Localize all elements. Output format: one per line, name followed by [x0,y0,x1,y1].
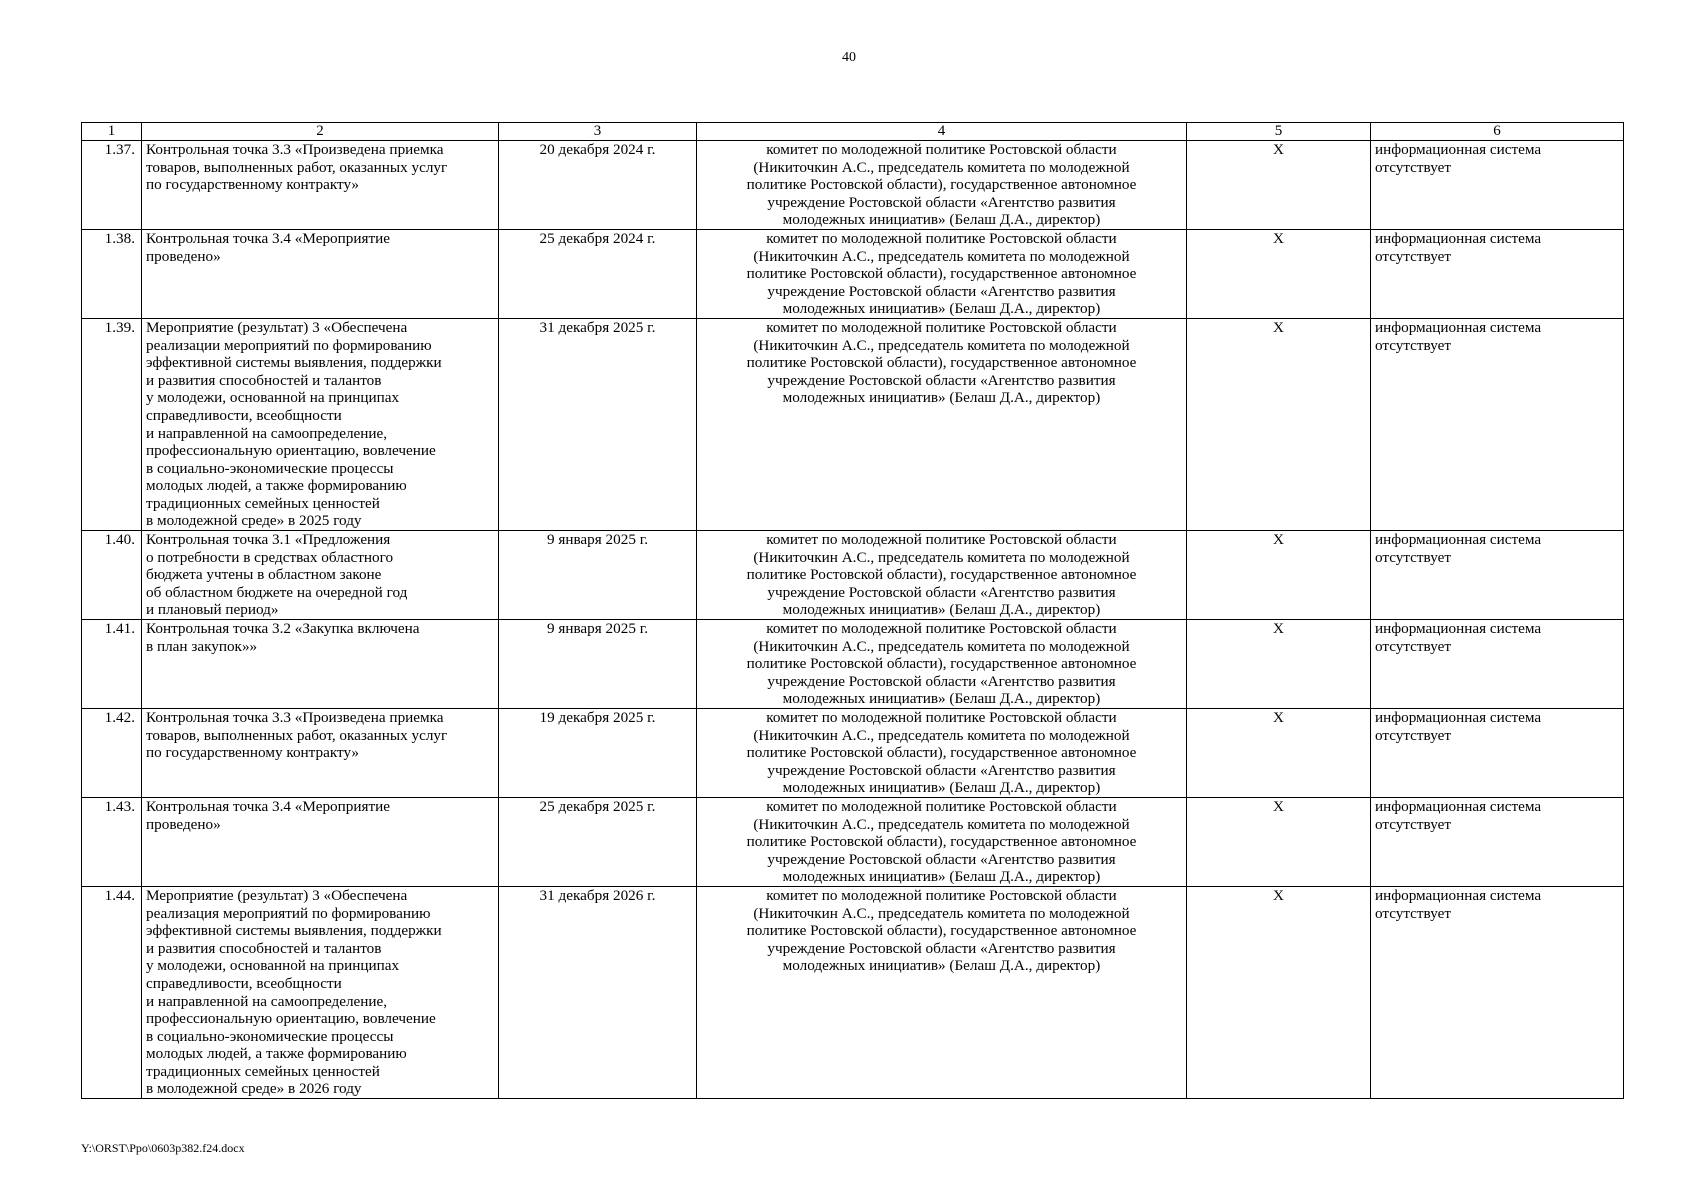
deadline-cell: 20 декабря 2024 г. [499,141,697,230]
page-number: 40 [842,50,856,65]
info-system-cell: информационная система отсутствует [1371,531,1624,620]
header-cell: 2 [142,123,499,141]
header-cell: 4 [697,123,1187,141]
responsible-cell: комитет по молодежной политике Ростовской области (Никиточкин А.С., председатель комитета по молодежной политике Ростовской области), государственное автономное учреждение Ростовской области «Агентство развития молодежных инициатив» (Белаш Д.А., директор) [697,318,1187,530]
event-name-cell: Контрольная точка 3.4 «Мероприятие проведено» [142,229,499,318]
deadline-cell: 9 января 2025 г. [499,531,697,620]
responsible-cell: комитет по молодежной политике Ростовской области (Никиточкин А.С., председатель комитета по молодежной политике Ростовской области), государственное автономное учреждение Ростовской области «Агентство развития молодежных инициатив» (Белаш Д.А., директор) [697,709,1187,798]
responsible-cell: комитет по молодежной политике Ростовской области (Никиточкин А.С., председатель комитета по молодежной политике Ростовской области), государственное автономное учреждение Ростовской области «Агентство развития молодежных инициатив» (Белаш Д.А., директор) [697,620,1187,709]
info-system-cell: информационная система отсутствует [1371,886,1624,1098]
table-row [82,141,1624,230]
deadline-cell: 25 декабря 2024 г. [499,229,697,318]
responsible-cell: комитет по молодежной политике Ростовской области (Никиточкин А.С., председатель комитета по молодежной политике Ростовской области), государственное автономное учреждение Ростовской области «Агентство развития молодежных инициатив» (Белаш Д.А., директор) [697,229,1187,318]
event-name-cell: Контрольная точка 3.2 «Закупка включена в план закупок»» [142,620,499,709]
table-row [82,620,1624,709]
responsible-cell: комитет по молодежной политике Ростовской области (Никиточкин А.С., председатель комитета по молодежной политике Ростовской области), государственное автономное учреждение Ростовской области «Агентство развития молодежных инициатив» (Белаш Д.А., директор) [697,531,1187,620]
event-name-cell: Контрольная точка 3.3 «Произведена приемка товаров, выполненных работ, оказанных услуг по государственному контракту» [142,141,499,230]
deadline-cell: 19 декабря 2025 г. [499,709,697,798]
row-number-cell: 1.42. [82,709,142,798]
mark-cell: X [1187,229,1371,318]
deadline-cell: 25 декабря 2025 г. [499,797,697,886]
footer-file-path: Y:\ORST\Ppo\0603p382.f24.docx [81,1141,245,1155]
events-table [81,122,1624,1099]
table-row [82,709,1624,798]
event-name-cell: Мероприятие (результат) 3 «Обеспечена реализация мероприятий по формированию эффективной системы выявления, поддержки и развития способностей и талантов у молодежи, основанной на принципах справедливости, всеобщности и направленной на самоопределение, профессиональную ориентацию, вовлечение в социально-экономические процессы молодых людей, а также формированию традиционных семейных ценностей в молодежной среде» в 2026 году [142,886,499,1098]
info-system-cell: информационная система отсутствует [1371,709,1624,798]
table-row [82,531,1624,620]
header-cell: 5 [1187,123,1371,141]
responsible-cell: комитет по молодежной политике Ростовской области (Никиточкин А.С., председатель комитета по молодежной политике Ростовской области), государственное автономное учреждение Ростовской области «Агентство развития молодежных инициатив» (Белаш Д.А., директор) [697,886,1187,1098]
deadline-cell: 31 декабря 2025 г. [499,318,697,530]
mark-cell: X [1187,620,1371,709]
mark-cell: X [1187,531,1371,620]
deadline-cell: 31 декабря 2026 г. [499,886,697,1098]
row-number-cell: 1.41. [82,620,142,709]
event-name-cell: Контрольная точка 3.4 «Мероприятие проведено» [142,797,499,886]
event-name-cell: Контрольная точка 3.1 «Предложения о потребности в средствах областного бюджета учтены в областном законе об областном бюджете на очередной год и плановый период» [142,531,499,620]
table-row [82,886,1624,1098]
info-system-cell: информационная система отсутствует [1371,620,1624,709]
mark-cell: X [1187,318,1371,530]
row-number-cell: 1.39. [82,318,142,530]
mark-cell: X [1187,709,1371,798]
info-system-cell: информационная система отсутствует [1371,229,1624,318]
deadline-cell: 9 января 2025 г. [499,620,697,709]
responsible-cell: комитет по молодежной политике Ростовской области (Никиточкин А.С., председатель комитета по молодежной политике Ростовской области), государственное автономное учреждение Ростовской области «Агентство развития молодежных инициатив» (Белаш Д.А., директор) [697,141,1187,230]
header-cell: 3 [499,123,697,141]
info-system-cell: информационная система отсутствует [1371,141,1624,230]
row-number-cell: 1.40. [82,531,142,620]
row-number-cell: 1.38. [82,229,142,318]
event-name-cell: Мероприятие (результат) 3 «Обеспечена реализации мероприятий по формированию эффективной системы выявления, поддержки и развития способностей и талантов у молодежи, основанной на принципах справедливости, всеобщности и направленной на самоопределение, профессиональную ориентацию, вовлечение в социально-экономические процессы молодых людей, а также формированию традиционных семейных ценностей в молодежной среде» в 2025 году [142,318,499,530]
header-cell: 6 [1371,123,1624,141]
table-row [82,229,1624,318]
table-row [82,797,1624,886]
row-number-cell: 1.44. [82,886,142,1098]
row-number-cell: 1.37. [82,141,142,230]
header-cell: 1 [82,123,142,141]
info-system-cell: информационная система отсутствует [1371,797,1624,886]
mark-cell: X [1187,886,1371,1098]
event-name-cell: Контрольная точка 3.3 «Произведена приемка товаров, выполненных работ, оказанных услуг по государственному контракту» [142,709,499,798]
table-header-row [82,123,1624,141]
table-row [82,318,1624,530]
row-number-cell: 1.43. [82,797,142,886]
mark-cell: X [1187,797,1371,886]
mark-cell: X [1187,141,1371,230]
responsible-cell: комитет по молодежной политике Ростовской области (Никиточкин А.С., председатель комитета по молодежной политике Ростовской области), государственное автономное учреждение Ростовской области «Агентство развития молодежных инициатив» (Белаш Д.А., директор) [697,797,1187,886]
info-system-cell: информационная система отсутствует [1371,318,1624,530]
